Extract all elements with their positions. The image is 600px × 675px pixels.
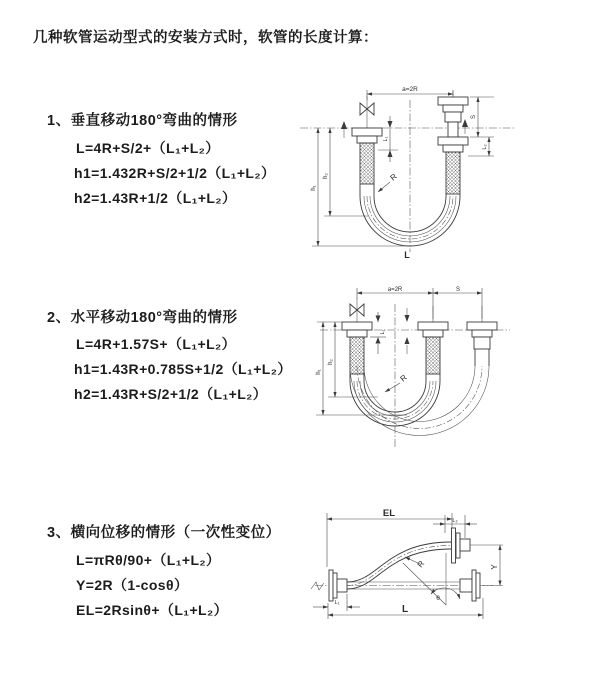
dim-label-h1: h₁ [311, 185, 317, 191]
radius-label: R [388, 171, 399, 183]
dim-label-l2: L₂ [482, 144, 488, 150]
dim-a2r [357, 287, 482, 319]
axis-break-mark [311, 582, 324, 590]
section1-formula-L: L=4R+S/2+（L₁+L₂） [76, 140, 220, 156]
radius-label: R [398, 372, 409, 384]
dim-label-h2: h₂ [328, 359, 334, 365]
lower-left-flange [329, 570, 347, 601]
diagram-lateral-displacement [305, 505, 595, 645]
section3-heading: 3、横向位移的情形（一次性变位） [47, 525, 281, 541]
dim-label-l: L [404, 250, 410, 260]
left-fitting [352, 128, 382, 184]
dim-label-h1: h₁ [316, 369, 322, 375]
dim-label-s: S [455, 287, 461, 293]
diagram-vertical-180-bend [298, 76, 530, 260]
section2-formula-L: L=4R+1.57S+（L₁+L₂） [76, 336, 237, 352]
section3-formula-L: L=πRθ/90+（L₁+L₂） [76, 552, 221, 568]
section1-formula-h2: h2=1.43R+1/2（L₁+L₂） [74, 190, 237, 206]
dim-s [470, 97, 494, 137]
movement-arrow-left [341, 121, 347, 138]
dim-label-l: L [401, 604, 409, 615]
dim-l1 [378, 116, 398, 162]
section1-heading: 1、垂直移动180°弯曲的情形 [47, 113, 238, 129]
dim-s [433, 287, 482, 293]
section1-formula-h1: h1=1.432R+S/2+1/2（L₁+L₂） [74, 165, 276, 181]
dim-label-h2: h₂ [323, 173, 329, 179]
dim-l2 [468, 137, 494, 156]
dim-label-a2r: a=2R [387, 287, 403, 293]
valve-icon [350, 298, 364, 322]
section3-formula-Y: Y=2R（1-cosθ） [76, 577, 189, 593]
section2-formula-h2: h2=1.43R+S/2+1/2（L₁+L₂） [74, 386, 268, 402]
page-title: 几种软管运动型式的安装方式时，软管的长度计算： [33, 30, 378, 46]
radius-label: R [415, 559, 427, 570]
moved-fitting [467, 306, 497, 349]
radius-callout [385, 373, 409, 392]
dim-l1 [370, 312, 386, 354]
dim-label-el: EL [382, 508, 396, 519]
dim-label-l2: L₂ [452, 518, 458, 524]
section2-heading: 2、水平移动180°弯曲的情形 [47, 310, 238, 326]
hose-u-bend-moved [350, 349, 489, 436]
middle-fitting [418, 306, 448, 374]
valve-icon [360, 96, 374, 128]
dim-label-l1: L₁ [380, 329, 386, 335]
section2-formula-h1: h1=1.43R+0.785S+1/2（L₁+L₂） [74, 361, 292, 377]
dim-label-l1: L₁ [334, 600, 340, 606]
movement-arrow-right [462, 119, 468, 134]
right-fitting [438, 91, 468, 194]
radius-callout [405, 557, 426, 569]
dim-el [327, 508, 452, 570]
angle-label: θ [436, 595, 440, 602]
dim-l [328, 598, 483, 619]
section3-formula-EL: EL=2Rsinθ+（L₁+L₂） [76, 602, 229, 618]
radius-callout [378, 172, 399, 192]
dim-label-s: S [471, 114, 477, 120]
lower-right-flange [460, 570, 480, 601]
dim-label-l1: L₁ [383, 136, 389, 142]
upper-flange [452, 528, 471, 563]
diagram-horizontal-180-bend [300, 286, 572, 454]
dim-label-a2r: a=2R [402, 86, 418, 93]
fitting-length-arrows [405, 308, 410, 354]
dim-label-y: Y [490, 564, 499, 570]
